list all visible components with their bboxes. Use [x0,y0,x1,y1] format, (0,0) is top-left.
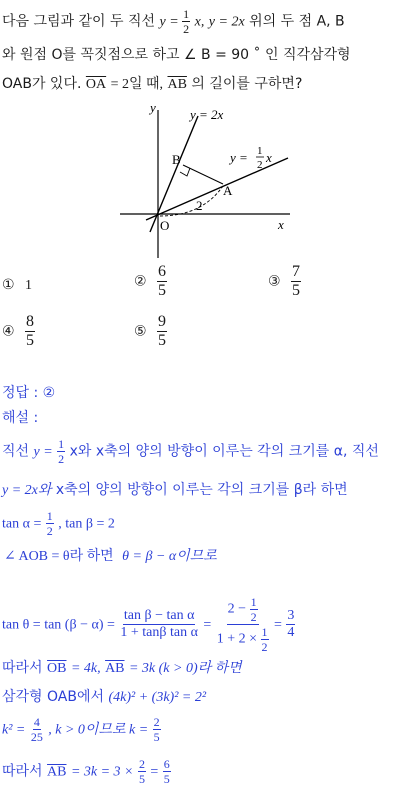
fraction-den: 5 [158,282,167,299]
text: 삼각형 OAB에서 [2,689,105,705]
math: = [203,617,212,633]
fraction-den: 5 [163,772,170,786]
fraction-k [153,716,161,743]
fraction-k2 [30,716,44,743]
math: = [150,764,159,780]
text: x와 [69,443,92,460]
solution-line-9 [2,758,171,785]
text: x축의 양의 방향이 이루는 각의 크기를 [95,443,330,460]
question-text-post: 위의 두 점 A, B [249,13,345,30]
solution-line-7 [2,689,206,706]
fraction-num: 1 [250,595,257,609]
math: = [273,617,282,633]
fraction-result [286,609,295,640]
fraction-den: 2 [183,22,190,36]
text: 따라서 [2,763,43,780]
choice-5[interactable] [134,314,167,349]
fraction-half [261,626,269,653]
question-text: 다음 그림과 같이 두 직선 [2,13,156,30]
choice-mark: ⑤ [134,323,147,340]
segment-ob: $\overline{OB}$ [47,661,67,676]
question-text: = 2일 때, [110,77,164,92]
question-line-3 [2,76,302,93]
explain-heading: 해설 : [2,410,39,426]
choice-2[interactable] [134,264,167,299]
math: y = 2x와 [2,483,52,498]
solution-line-2 [2,482,348,499]
label-line-half-pre: y = [230,150,248,165]
fraction-den: 2 [250,610,257,624]
math: = 3k (k > 0)라 하면 [128,661,242,676]
choice-mark: ① [2,277,15,293]
choice-mark: ④ [2,323,15,340]
fraction-den: 5 [158,332,167,349]
fraction-two-fifths [138,758,146,785]
math: (4k)² + (3k)² = 2² [108,690,207,705]
label-length-2: 2 [196,198,203,213]
fraction-compound [216,596,270,653]
label-point-b: B [172,152,181,167]
question-line-1 [2,8,345,35]
fraction-half [46,510,54,537]
math: = 4k, [70,661,101,676]
fraction-num: 6 [163,757,170,771]
math: , tan β = 2 [58,516,115,532]
fraction-num: tan β − tan α [123,608,195,623]
fraction-den: 25 [30,730,43,744]
choice-fraction [25,314,35,349]
math: tan α = [2,516,42,532]
text: 따라서 [2,660,43,676]
fraction-den: 2 [46,524,53,538]
fraction-num: 1 [261,625,268,639]
fraction-den: 5 [26,332,35,349]
text: 직선 [2,443,30,460]
solution-line-5 [2,596,295,653]
math: 2 − [227,601,247,617]
right-angle-mark [180,168,190,176]
fraction-den [216,625,270,653]
question-text: 의 길이를 구하면? [191,76,303,92]
math: tan θ = tan (β − α) = [2,617,115,633]
solution-line-4 [4,548,217,565]
fraction-num: 1 [183,7,190,21]
fraction-den: 2 [261,640,268,654]
choice-3[interactable] [268,264,301,299]
fraction-den: 5 [292,282,301,299]
equation-y: y = [159,14,183,30]
choice-value: 1 [25,278,33,293]
choice-fraction [157,264,167,299]
label-line-half-num: 1 [257,145,263,157]
label-x: x [278,217,284,232]
fraction-den: 2 [58,452,65,466]
fraction-num [227,596,259,625]
choice-fraction [157,314,167,349]
text: β라 하면 [293,482,348,498]
fraction-den: 5 [153,730,160,744]
equation-x: x, [194,14,205,30]
segment-ab: $\overline{AB}$ [167,77,187,92]
answer-line: 정답 : ② [2,385,56,401]
label-point-a: A [223,183,233,198]
label-y: y [150,100,156,115]
segment-oa: $\overline{OA}$ [85,77,107,92]
math: ∠ AOB = θ라 하면 [4,549,114,564]
fraction-num: 2 [153,715,160,729]
label-line-half-den: 2 [257,159,263,171]
label-line-half-x: x [266,150,272,165]
fraction-num: 7 [292,263,301,280]
math: = 3k = 3 × [70,764,134,780]
question-line-2: 와 원점 O를 꼭짓점으로 하고 ∠ B = 90 ˚ 인 직각삼각형 [2,47,351,63]
math: , k > 0이므로 k = [48,722,149,738]
fraction-half [57,438,65,465]
coordinate-figure [110,98,300,258]
fraction-den: 1 + tanβ tan α [120,625,198,640]
fraction-num: 1 [58,437,65,451]
label-line-2x: y = 2x [190,107,224,122]
fraction-num: 8 [26,313,35,330]
segment-ab: $\overline{AB}$ [105,661,125,676]
fraction-num: 4 [33,715,40,729]
fraction-num: 3 [287,608,295,623]
fraction-den: 4 [287,625,295,640]
solution-line-3 [2,510,115,537]
fraction-half [182,8,190,35]
math: θ = β − α이므로 [122,549,217,564]
segment-ab: $\overline{AB}$ [47,764,67,780]
question-text: OAB가 있다. [2,76,82,92]
equation-2x: y = 2x [208,14,245,30]
choice-1[interactable] [2,277,32,294]
fraction-half [250,596,258,623]
fraction-num: 1 [46,509,53,523]
choice-4[interactable] [2,314,35,349]
solution-line-6 [2,660,242,677]
segment-ab-line [183,165,223,184]
text: α, 직선 [333,443,379,460]
solution-line-1 [2,438,379,465]
fraction-six-fifths [163,758,171,785]
fraction-num: 2 [138,757,145,771]
choice-mark: ② [134,273,147,290]
solution-line-8 [2,716,161,743]
fraction-tan-diff [119,609,199,640]
text: x축의 양의 방향이 이루는 각의 크기를 [55,482,290,498]
fraction-num: 9 [158,313,167,330]
math: y = [33,444,53,460]
fraction-num: 6 [158,263,167,280]
fraction-den: 5 [138,772,145,786]
choice-mark: ③ [268,273,281,290]
choice-fraction [291,264,301,299]
math: 1 + 2 × [216,631,258,647]
label-origin: O [160,218,170,233]
math: k² = [2,722,26,738]
